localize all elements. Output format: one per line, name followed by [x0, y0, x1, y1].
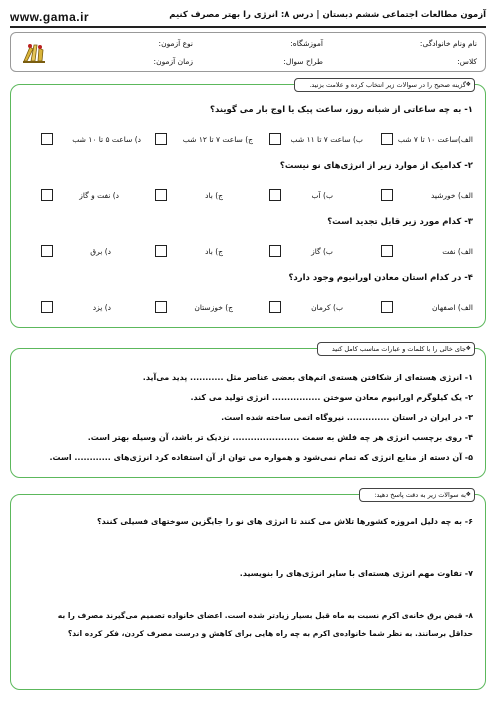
- question-3: ۳- کدام مورد زیر قابل تجدید است؟: [327, 217, 473, 227]
- q2-option-c: ج) باد: [205, 191, 223, 200]
- q1-checkbox-b[interactable]: [269, 133, 281, 145]
- section3-instruction-tab: [359, 488, 475, 502]
- q2-checkbox-c[interactable]: [155, 189, 167, 201]
- blank-line-3: ۳- در ایران در استان .............. نیروگاه اتمی ساخته شده است.: [221, 413, 473, 422]
- q3-option-a: الف) نفت: [442, 247, 473, 256]
- blank-line-2: ۲- یک کیلوگرم اورانیوم معادن سوختن ................ انرژی تولید می کند.: [190, 393, 473, 402]
- section-fill-blanks: [10, 345, 486, 478]
- site-url: www.gama.ir: [10, 10, 90, 24]
- question-6: ۶- به چه دلیل امروزه کشورها تلاش می کنند تا انرژی های نو را جایگزین سوختهای فسیلی کنند؟: [97, 517, 473, 526]
- q3-option-d: د) برق: [90, 247, 111, 256]
- section3-instruction: به سوالات زیر به دقت پاسخ دهید:: [374, 491, 466, 499]
- designer-label: طراح سوال:: [283, 57, 323, 66]
- q3-option-c: ج) باد: [205, 247, 223, 256]
- q4-checkbox-c[interactable]: [155, 301, 167, 313]
- exam-title: آزمون مطالعات اجتماعی ششم دبستان | درس ۸: انرژی را بهتر مصرف کنیم: [169, 10, 486, 20]
- exam-time-label: زمان آزمون:: [153, 57, 193, 66]
- q3-option-b: ب) گاز: [311, 247, 333, 256]
- q1-checkbox-d[interactable]: [41, 133, 53, 145]
- title-divider: [10, 26, 486, 28]
- exam-type-label: نوع آزمون:: [158, 39, 193, 48]
- q3-checkbox-b[interactable]: [269, 245, 281, 257]
- section1-instruction-tab: [294, 78, 475, 92]
- section1-instruction: گزینه صحیح را در سوالات زیر انتخاب کرده و علامت بزنید.: [309, 81, 466, 89]
- question-7: ۷- تفاوت مهم انرژی هسته‌ای با سایر انرژی‌های را بنویسید.: [239, 569, 473, 578]
- q2-option-a: الف) خورشید: [430, 191, 473, 200]
- question-4: ۴- در کدام استان معادن اورانیوم وجود دارد؟: [288, 273, 473, 283]
- section-multiple-choice: [10, 81, 486, 328]
- blank-line-5: ۵- آن دسته از منابع انرژی که تمام نمی‌شود و همواره می توان از آن استفاده کرد انرژی‌های ............ است.: [49, 453, 473, 462]
- q4-checkbox-b[interactable]: [269, 301, 281, 313]
- q2-checkbox-d[interactable]: [41, 189, 53, 201]
- q4-option-d: د) یزد: [92, 303, 111, 312]
- bullet-icon: ❖: [465, 345, 471, 352]
- q4-checkbox-d[interactable]: [41, 301, 53, 313]
- class-label: کلاس:: [457, 57, 477, 66]
- bullet-icon: ❖: [465, 81, 471, 88]
- section2-instruction: جای خالی را با کلمات و عبارات مناسب کامل کنید: [331, 345, 466, 353]
- q1-option-c: ج) ساعت ۷ تا ۱۲ شب: [182, 135, 253, 144]
- student-info-box: [10, 32, 486, 72]
- blank-line-1: ۱- انرژی هسته‌ای از شکافتن هسته‌ی اتم‌های بعضی عناصر مثل ........... پدید می‌آید.: [142, 373, 473, 382]
- q1-checkbox-c[interactable]: [155, 133, 167, 145]
- q3-checkbox-c[interactable]: [155, 245, 167, 257]
- section2-instruction-tab: [317, 342, 475, 356]
- name-label: نام ونام خانوادگی:: [419, 39, 477, 48]
- q4-option-b: ب) کرمان: [311, 303, 343, 312]
- bullet-icon: ❖: [465, 491, 471, 498]
- question-1: ۱- به چه ساعاتی از شبانه روز، ساعت پیک یا اوج بار می گویند؟: [210, 105, 473, 115]
- logo-icon: [21, 39, 47, 65]
- q1-option-d: د) ساعت ۵ تا ۱۰ شب: [72, 135, 141, 144]
- q4-option-c: ج) خوزستان: [194, 303, 233, 312]
- question-8-line-2: حداقل برسانند. به نظر شما خانواده‌ی اکرم به چه راه هایی برای کاهش و درست مصرف کردن، فکر کرده اند؟: [67, 629, 473, 638]
- q2-checkbox-a[interactable]: [381, 189, 393, 201]
- q1-option-b: ب) ساعت ۷ تا ۱۱ شب: [290, 135, 363, 144]
- question-2: ۲- کدامیک از موارد زیر از انرژی‌های نو نیست؟: [279, 161, 473, 171]
- q3-checkbox-a[interactable]: [381, 245, 393, 257]
- q1-checkbox-a[interactable]: [381, 133, 393, 145]
- school-label: آموزشگاه:: [290, 39, 323, 48]
- q3-checkbox-d[interactable]: [41, 245, 53, 257]
- q1-option-a: الف)ساعت ۱۰ تا ۷ شب: [397, 135, 473, 144]
- q2-checkbox-b[interactable]: [269, 189, 281, 201]
- q4-option-a: الف) اصفهان: [432, 303, 473, 312]
- blank-line-4: ۴- روی برچسب انرژی هر چه فلش به سمت ...................... نزدیک تر باشد، آن وسیله بهتر است.: [87, 433, 473, 442]
- section-descriptive: [10, 491, 486, 690]
- q4-checkbox-a[interactable]: [381, 301, 393, 313]
- q2-option-d: د) نفت و گاز: [79, 191, 119, 200]
- q2-option-b: ب) آب: [311, 191, 333, 200]
- page-header: [10, 8, 486, 28]
- question-8-line-1: ۸- قبض برق خانه‌ی اکرم نسبت به ماه قبل بسیار زیادتر شده است. اعضای خانواده تصمیم می‌گیرند مصرف را به: [57, 611, 473, 620]
